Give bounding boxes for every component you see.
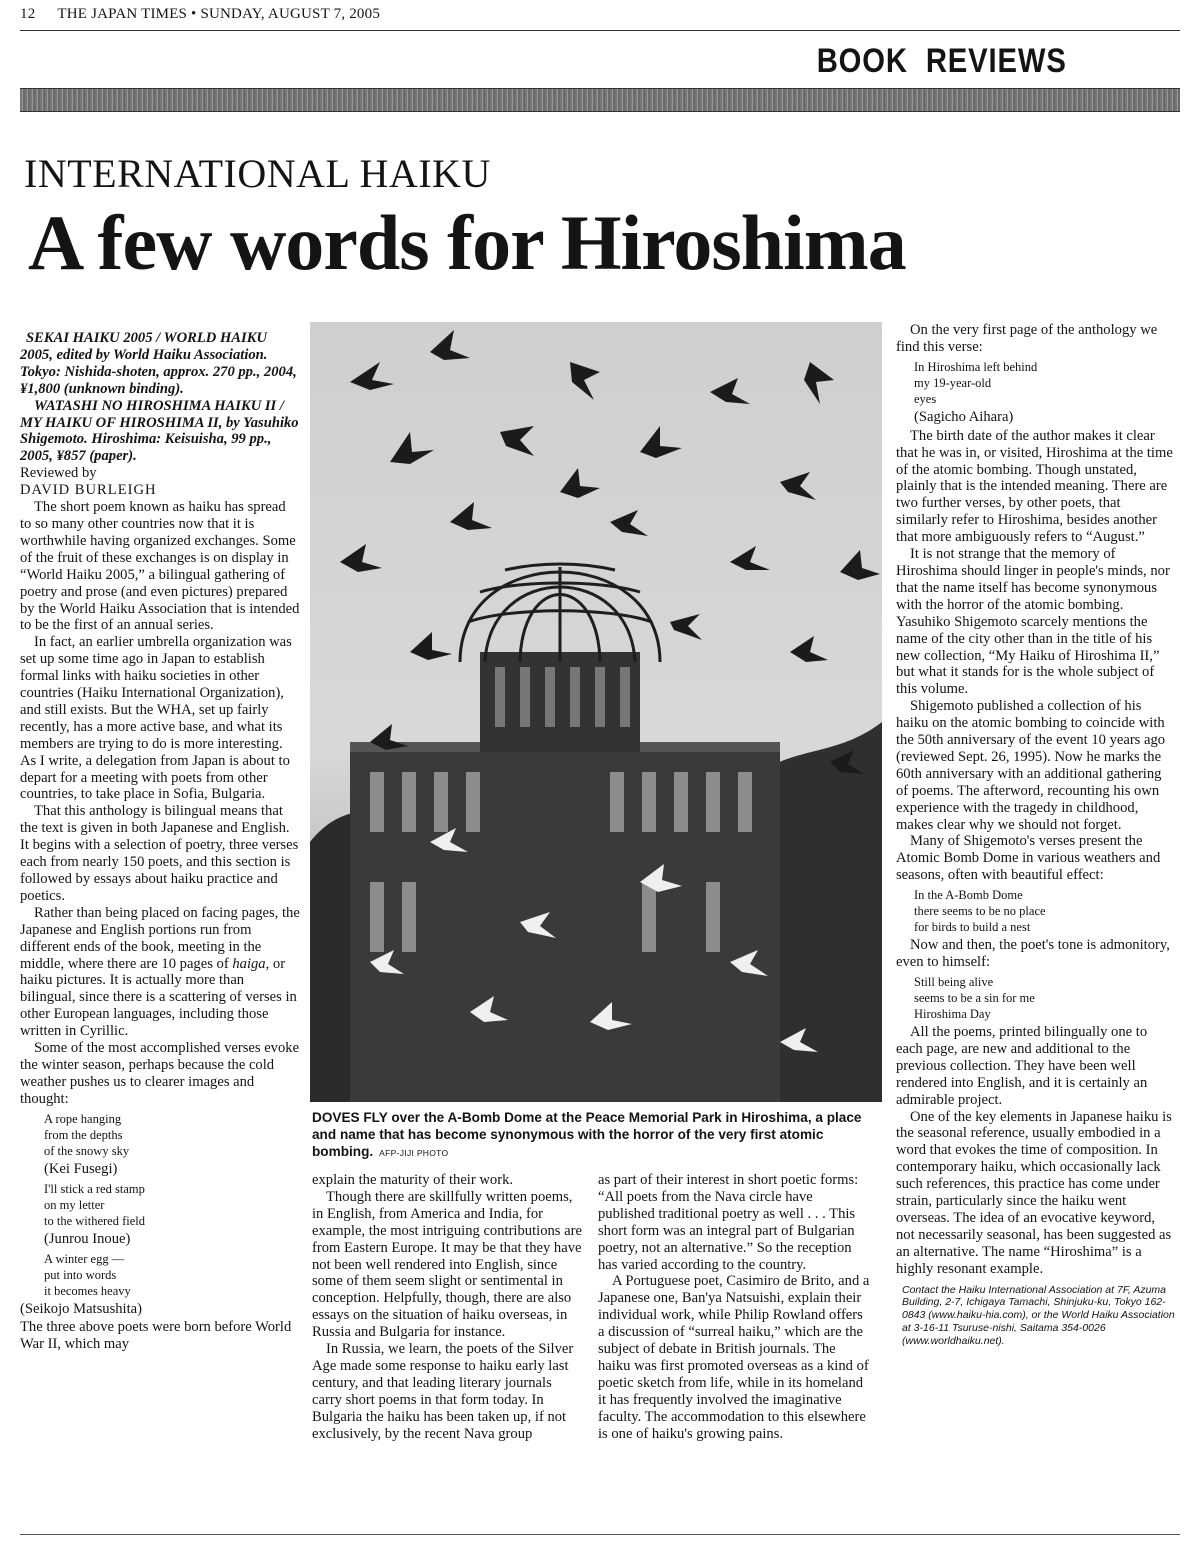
verse-line: I'll stick a red stamp bbox=[44, 1181, 145, 1196]
article-column-1 bbox=[20, 330, 300, 1353]
paragraph: Now and then, the poet's tone is admonitory, even to himself: bbox=[896, 937, 1170, 971]
haiga-term: haiga bbox=[232, 955, 266, 972]
section-title: BOOK REVIEWS bbox=[816, 42, 1067, 80]
paragraph: The birth date of the author makes it clear that he was in, or visited, Hiroshima at the time of the atomic bombing. Though unstated, plainly that is the intended meaning. There are two further verses, by other poets, that similarly refer to Hiroshima, besides another that more ambiguously refers to “August.” bbox=[896, 427, 1173, 546]
dove-dome-photo-image bbox=[310, 322, 882, 1102]
verse-author: (Junrou Inoue) bbox=[44, 1230, 131, 1247]
verse-line: seems to be a sin for me bbox=[914, 991, 1035, 1005]
article-column-2 bbox=[312, 1172, 584, 1443]
paragraph bbox=[20, 905, 300, 1040]
bottom-rule bbox=[20, 1534, 1180, 1535]
contact-info: Contact the Haiku International Association at 7F, Azuma Building, 2-7, Ichigaya Tamachi, Shinjuku-ku, Tokyo 162-0843 (www.haiku-hia.com), or the World Haiku Association at 3-16-11 Tsuruse-nishi, Saitama 354-0026 (www.worldhaiku.net). bbox=[902, 1283, 1175, 1347]
photo-caption bbox=[312, 1109, 884, 1162]
book-citation-2: WATASHI NO HIROSHIMA HAIKU II / MY HAIKU OF HIROSHIMA II, by Yasuhiko Shigemoto. Hiroshima: Keisuisha, 99 pp., 2005, ¥857 (paper). bbox=[20, 397, 299, 465]
haiku-verse bbox=[914, 974, 1176, 1022]
article-photo bbox=[310, 322, 882, 1102]
verse-line: my 19-year-old bbox=[914, 375, 992, 390]
paragraph: Some of the most accomplished verses evoke the winter season, perhaps because the cold weather pushes us to clearer images and thought: bbox=[20, 1040, 300, 1107]
verse-line: put into words bbox=[44, 1267, 117, 1282]
paragraph: All the poems, printed bilingually one to each page, are new and additional to the previous collection. They have been well rendered into English, and it is certainly an admirable project. bbox=[896, 1024, 1148, 1108]
haiku-verse bbox=[914, 359, 1176, 407]
paragraph: The short poem known as haiku has spread to so many other countries now that it is worthwhile having organized exchanges. Some of the fruit of these exchanges is on display in “World Haiku 2005,” a bilingual gathering of poetry and prose (and even pictures) prepared by the World Haiku Association that is intended to be the first of an annual series. bbox=[20, 499, 300, 634]
masthead bbox=[20, 6, 380, 23]
masthead-rule bbox=[20, 30, 1180, 31]
haiku-verse bbox=[44, 1111, 300, 1159]
verse-author: (Kei Fusegi) bbox=[44, 1160, 118, 1177]
verse-line: on my letter bbox=[44, 1197, 105, 1212]
verse-line: it becomes heavy bbox=[44, 1283, 131, 1298]
article-column-4 bbox=[896, 322, 1176, 1348]
verse-line: In the A-Bomb Dome bbox=[914, 888, 1023, 903]
paragraph: In fact, an earlier umbrella organization was set up some time ago in Japan to establish formal links with haiku societies in other countries (Haiku International Organization), and still exists. But the WHA, set up fairly recently, has a more active base, and what its members are trying to do is more interesting. As I write, a delegation from Japan is about to depart for a meeting with poets from other countries, to take place in Sofia, Bulgaria. bbox=[20, 634, 292, 803]
verse-line: for birds to build a nest bbox=[914, 920, 1031, 935]
verse-line: from the depths bbox=[44, 1127, 123, 1142]
paragraph: Shigemoto published a collection of his haiku on the atomic bombing to coincide with the 50th anniversary of the event 10 years ago (reviewed Sept. 26, 1995). Now he marks the 60th anniversary with an additional gathering of poems. The afterword, recounting his own experience with the tragedy in childhood, makes clear why we should not forget. bbox=[896, 698, 1166, 833]
verse-line: of the snowy sky bbox=[44, 1143, 130, 1158]
paragraph: On the very first page of the anthology we find this verse: bbox=[896, 322, 1158, 355]
paragraph: explain the maturity of their work. bbox=[312, 1172, 514, 1188]
reviewer-name: DAVID BURLEIGH bbox=[20, 482, 157, 499]
paragraph-text: Rather than being placed on facing pages, the Japanese and English portions run from different ends of the book, meeting in the middle, where there are 10 pages of bbox=[20, 904, 300, 972]
publication-line: THE JAPAN TIMES • SUNDAY, AUGUST 7, 2005 bbox=[57, 6, 381, 22]
paragraph: In Russia, we learn, the poets of the Silver Age made some response to haiku early last century, and that leading literary journals carry short poems in that form today. In Bulgaria the haiku has been taken up, if not exclusively, by the recent Nava group bbox=[312, 1341, 574, 1442]
haiku-verse bbox=[44, 1181, 300, 1229]
reviewed-by-label: Reviewed by bbox=[20, 465, 97, 482]
verse-author: (Seikojo Matsushita) bbox=[20, 1300, 143, 1317]
haiku-verse bbox=[914, 887, 1176, 935]
paragraph: That this anthology is bilingual means that the text is given in both Japanese and English. It begins with a selection of poetry, three verses each from nearly 150 poets, and this section is followed by essays about haiku practice and poetics. bbox=[20, 803, 299, 904]
paragraph-text: , or haiku pictures. It is actually more than bilingual, since there is a scattering of verses in other European languages, including those written in Cyrillic. bbox=[20, 955, 297, 1040]
paragraph: Many of Shigemoto's verses present the Atomic Bomb Dome in various weathers and seasons, often with beautiful effect: bbox=[896, 833, 1161, 884]
caption-text: DOVES FLY over the A-Bomb Dome at the Peace Memorial Park in Hiroshima, a place and name that has become synonymous with the horror of the very first atomic bombing. bbox=[312, 1110, 862, 1159]
paragraph: as part of their interest in short poetic forms: “All poets from the Nava circle have published traditional poetry as well . . . This short form was an integral part of Bulgarian poetry, not an alternative.” So the reception has varied according to the country. bbox=[598, 1172, 859, 1273]
verse-line: eyes bbox=[914, 391, 937, 406]
paragraph: The three above poets were born before World War II, which may bbox=[20, 1319, 292, 1353]
article-column-3 bbox=[598, 1172, 870, 1443]
page-number: 12 bbox=[20, 6, 36, 22]
section-bar bbox=[20, 88, 1180, 112]
paragraph: Though there are skillfully written poems, in English, from America and India, for example, the most intriguing contributions are from Eastern Europe. It may be that they have not been well rendered into English, since some of them seem slight or sentimental in conception. Helpfully, though, there are also essays on the situation of haiku overseas, in Russia and Bulgaria for instance. bbox=[312, 1188, 582, 1341]
photo-credit: AFP-JIJI PHOTO bbox=[379, 1148, 449, 1158]
paragraph: A Portuguese poet, Casimiro de Brito, and a Japanese one, Ban'ya Natsuishi, explain their individual work, while Philip Rowland offers a discussion of “surreal haiku,” which are the subject of debate in British journals. The haiku was first promoted overseas as a kind of poetic sketch from life, while in its homeland it has frequently involved the imaginative faculty. The accommodation to this elsewhere is one of haiku's growing pains. bbox=[598, 1273, 870, 1442]
verse-line: to the withered field bbox=[44, 1213, 146, 1228]
haiku-verse bbox=[44, 1251, 300, 1299]
verse-line: Still being alive bbox=[914, 975, 994, 989]
verse-line: In Hiroshima left behind bbox=[914, 359, 1038, 374]
verse-line: there seems to be no place bbox=[914, 904, 1046, 919]
verse-line: Hiroshima Day bbox=[914, 1007, 991, 1021]
paragraph: One of the key elements in Japanese haiku is the seasonal reference, usually embodied in a word that evokes the time of composition. In contemporary haiku, which occasionally lack such references, this practice has come under strain, particularly since the haiku went overseas. The idea of an evocative keyword, not necessarily seasonal, has been suggested as an alternative. The name “Hiroshima” is a highly resonant example. bbox=[896, 1108, 1172, 1277]
article-headline: A few words for Hiroshima bbox=[28, 199, 906, 286]
verse-line: A winter egg — bbox=[44, 1251, 125, 1266]
verse-line: A rope hanging bbox=[44, 1111, 122, 1126]
verse-author: (Sagicho Aihara) bbox=[914, 408, 1014, 425]
book-citation-1: SEKAI HAIKU 2005 / WORLD HAIKU 2005, edited by World Haiku Association. Tokyo: Nishida-shoten, approx. 270 pp., 2004, ¥1,800 (unknown binding). bbox=[20, 330, 297, 397]
paragraph: It is not strange that the memory of Hiroshima should linger in people's minds, nor that the name itself has become synonymous with the horror of the atomic bombing. Yasuhiko Shigemoto scarcely mentions the name of the city other than in the title of his new collection, “My Haiku of Hiroshima II,” but what it stands for is the whole subject of this volume. bbox=[896, 546, 1170, 698]
article-kicker: INTERNATIONAL HAIKU bbox=[24, 151, 491, 196]
